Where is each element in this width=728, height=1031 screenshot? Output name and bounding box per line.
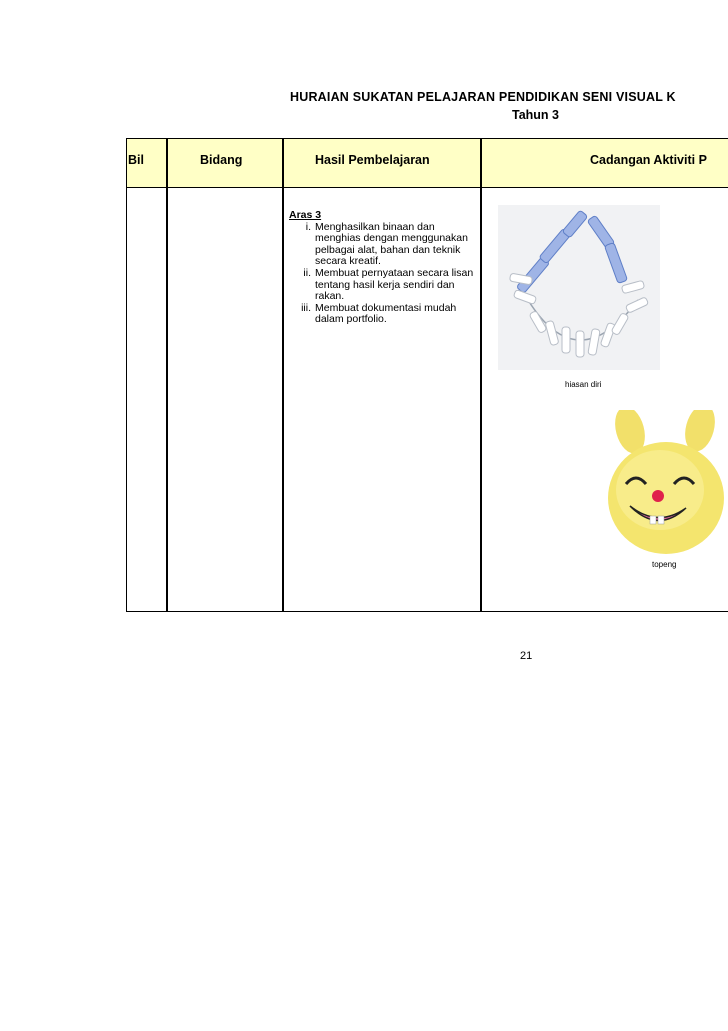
- necklace-image: [498, 205, 660, 370]
- item-text: Membuat dokumentasi mudah dalam portfolio.: [315, 301, 457, 326]
- list-item: [289, 222, 479, 268]
- page-number: 21: [520, 650, 533, 662]
- item-text: Menghasilkan binaan dan menghias dengan menggunakan pelbagai alat, bahan dan teknik secara kreatif.: [315, 220, 468, 268]
- header-bil: Bil: [128, 153, 144, 167]
- list-item: [289, 303, 479, 326]
- column-divider: [282, 139, 284, 611]
- document-subtitle: Tahun 3: [512, 108, 559, 122]
- item-number: ii.: [303, 266, 311, 279]
- outcome-list: [289, 222, 479, 326]
- mask-caption: topeng: [652, 560, 677, 569]
- item-text: Membuat pernyataan secara lisan tentang hasil kerja sendiri dan rakan.: [315, 266, 474, 303]
- item-number: iii.: [301, 301, 311, 314]
- level-title: Aras 3: [289, 209, 322, 221]
- column-divider: [166, 139, 168, 611]
- header-hasil-pembelajaran: Hasil Pembelajaran: [315, 153, 430, 167]
- necklace-caption: hiasan diri: [565, 380, 602, 389]
- mask-image: [600, 410, 728, 558]
- header-cadangan-aktiviti: Cadangan Aktiviti P: [590, 153, 707, 167]
- list-item: [289, 268, 479, 303]
- document-title: HURAIAN SUKATAN PELAJARAN PENDIDIKAN SENI VISUAL K: [290, 90, 676, 104]
- column-divider: [480, 139, 482, 611]
- header-bidang: Bidang: [200, 153, 243, 167]
- item-number: i.: [305, 220, 311, 233]
- learning-outcomes: [289, 210, 479, 326]
